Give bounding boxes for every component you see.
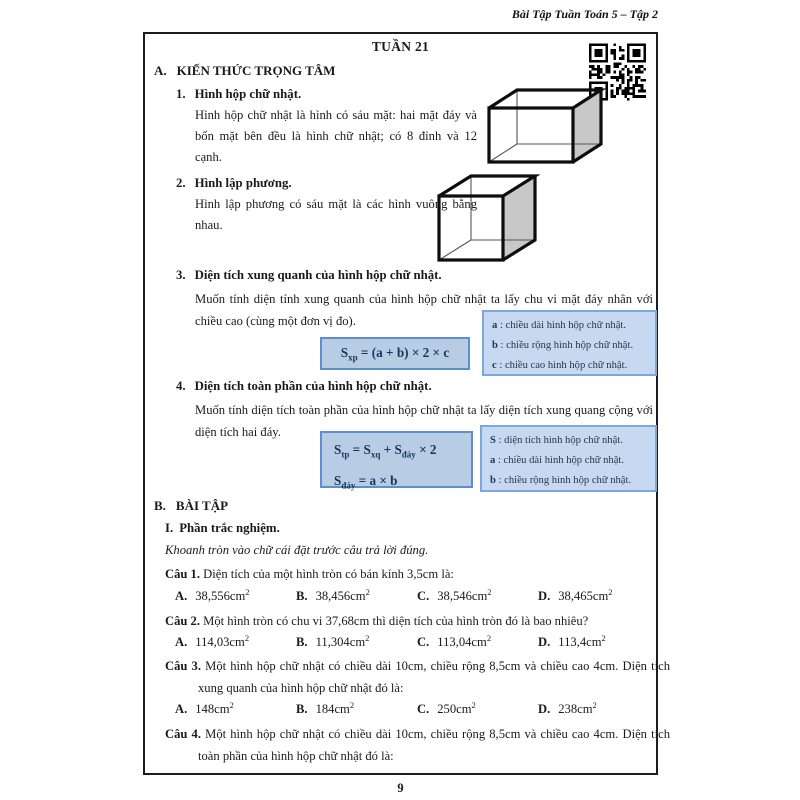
item-4-num: 4. — [176, 379, 186, 393]
item-1-title: Hình hộp chữ nhật. — [194, 87, 302, 101]
cube-shaded-face — [503, 176, 535, 260]
item-3-num: 3. — [176, 268, 186, 282]
question-4-label: Câu 4. — [165, 727, 201, 741]
question-3-label: Câu 3. — [165, 659, 201, 673]
item-3-title: Diện tích xung quanh của hình hộp chữ nhật. — [194, 268, 442, 282]
item-2-title: Hình lập phương. — [194, 176, 292, 190]
answer-option: C. $250cm^2$ — [417, 700, 476, 717]
item-1-num: 1. — [176, 87, 186, 101]
section-b-title: BÀI TẬP — [175, 498, 229, 513]
item-4-body: Muốn tính diện tích toàn phần của hình hộp chữ nhật ta lấy diện tích xung quang cộng với diện tích hai đáy. — [195, 403, 653, 439]
answer-option: A. $114,03cm^2$ — [175, 633, 250, 650]
answer-option: A. $38,556cm^2$ — [175, 587, 250, 604]
legend-2-line-a: a : chiều dài hình hộp chữ nhật. — [490, 455, 625, 466]
instruction-text: Khoanh tròn vào chữ cái đặt trước câu trả lời đúng. — [165, 543, 429, 557]
item-2-heading — [176, 176, 292, 191]
answer-option: B. $184cm^2$ — [296, 700, 355, 717]
formula-sxp — [320, 337, 470, 370]
question-1-answers — [175, 587, 613, 604]
legend-1-line-a: a : chiều dài hình hộp chữ nhật. — [492, 320, 627, 331]
question-1 — [165, 563, 668, 585]
formula-stp — [320, 431, 473, 491]
running-header: Bài Tập Tuần Toán 5 – Tập 2 — [511, 7, 658, 21]
part-i-num: I. — [165, 521, 174, 535]
item-1-body: Hình hộp chữ nhật là hình có sáu mặt: hai mặt đáy và bốn mặt bên đều là hình chữ nhật; có 8 đỉnh và 12 cạnh. — [195, 108, 477, 164]
legend-1-line-b: b : chiều rộng hình hộp chữ nhật. — [492, 340, 634, 351]
page-border — [143, 32, 670, 775]
answer-option: C. $38,546cm^2$ — [417, 587, 492, 604]
item-3-heading — [176, 268, 442, 283]
question-4 — [165, 723, 670, 767]
question-1-label: Câu 1. — [165, 567, 200, 581]
rectangular-box-figure — [485, 87, 616, 166]
item-2-num: 2. — [176, 176, 186, 190]
question-4-text: Một hình hộp chữ nhật có chiều dài 10cm, chiều rộng 8,5cm và chiều cao 4cm. Diện tích toàn phần của hình hộp chữ nhật đó là: — [198, 727, 670, 763]
question-1-text: Diện tích của một hình tròn có bán kính 3,5cm là: — [203, 567, 454, 581]
section-a-heading — [154, 63, 335, 79]
part-i-title: Phần trắc nghiệm. — [179, 521, 280, 535]
formula-stp-line1: $S_{tp} = S_{xq} + S_{đáy} \times 2$ — [334, 442, 437, 460]
item-2-body: Hình lập phương có sáu mặt là các hình vuông bằng nhau. — [195, 197, 477, 232]
answer-option: D. $38,465cm^2$ — [538, 587, 613, 604]
item-1-heading — [176, 87, 301, 102]
question-3 — [165, 655, 670, 699]
question-3-text: Một hình hộp chữ nhật có chiều dài 10cm, chiều rộng 8,5cm và chiều cao 4cm. Diện tích xung quanh của hình hộp chữ nhật đó là: — [198, 659, 670, 695]
legend-2-line-s: S : diện tích hình hộp chữ nhật. — [490, 435, 623, 446]
section-b-heading — [154, 498, 228, 514]
question-2 — [165, 610, 668, 632]
legend-1-line-c: c : chiều cao hình hộp chữ nhật. — [492, 360, 628, 371]
formula-sday-line: $S_{đáy} = a \times b$ — [334, 472, 398, 491]
answer-option: C. $113,04cm^2$ — [417, 633, 492, 650]
section-a-num: A. — [154, 63, 167, 78]
legend-2-line-b: b : chiều rộng hình hộp chữ nhật. — [490, 475, 632, 486]
answer-option: B. $38,456cm^2$ — [296, 587, 370, 604]
answer-option: B. $11,304cm^2$ — [296, 633, 370, 650]
item-4-title: Diện tích toàn phần của hình hộp chữ nhật. — [194, 379, 432, 393]
answer-option: D. $113,4cm^2$ — [538, 633, 606, 650]
item-3-body: Muốn tính diện tính xung quanh của hình hộp chữ nhật ta lấy chu vi mặt đáy nhân với chiều cao (cùng một đơn vị đo). — [195, 292, 653, 328]
page-number: 9 — [397, 781, 404, 795]
question-3-answers — [175, 700, 597, 717]
legend-box-1 — [482, 310, 657, 376]
cube-figure — [434, 172, 546, 264]
section-a-title: KIẾN THỨC TRỌNG TÂM — [176, 63, 336, 78]
answer-option: A. $148cm^2$ — [175, 700, 234, 717]
answer-option: D. $238cm^2$ — [538, 700, 597, 717]
section-b-num: B. — [154, 498, 166, 513]
question-2-label: Câu 2. — [165, 614, 200, 628]
formula-sxp-text: $S_{xp} = (a + b) \times 2 \times c$ — [340, 344, 450, 363]
page-title: TUẦN 21 — [371, 39, 430, 54]
legend-box-2 — [480, 425, 657, 492]
question-2-answers — [175, 633, 606, 650]
question-2-text: Một hình tròn có chu vi 37,68cm thì diện tích của hình tròn đó là bao nhiêu? — [203, 614, 589, 628]
item-4-heading — [176, 379, 432, 394]
part-i-heading — [165, 521, 280, 536]
